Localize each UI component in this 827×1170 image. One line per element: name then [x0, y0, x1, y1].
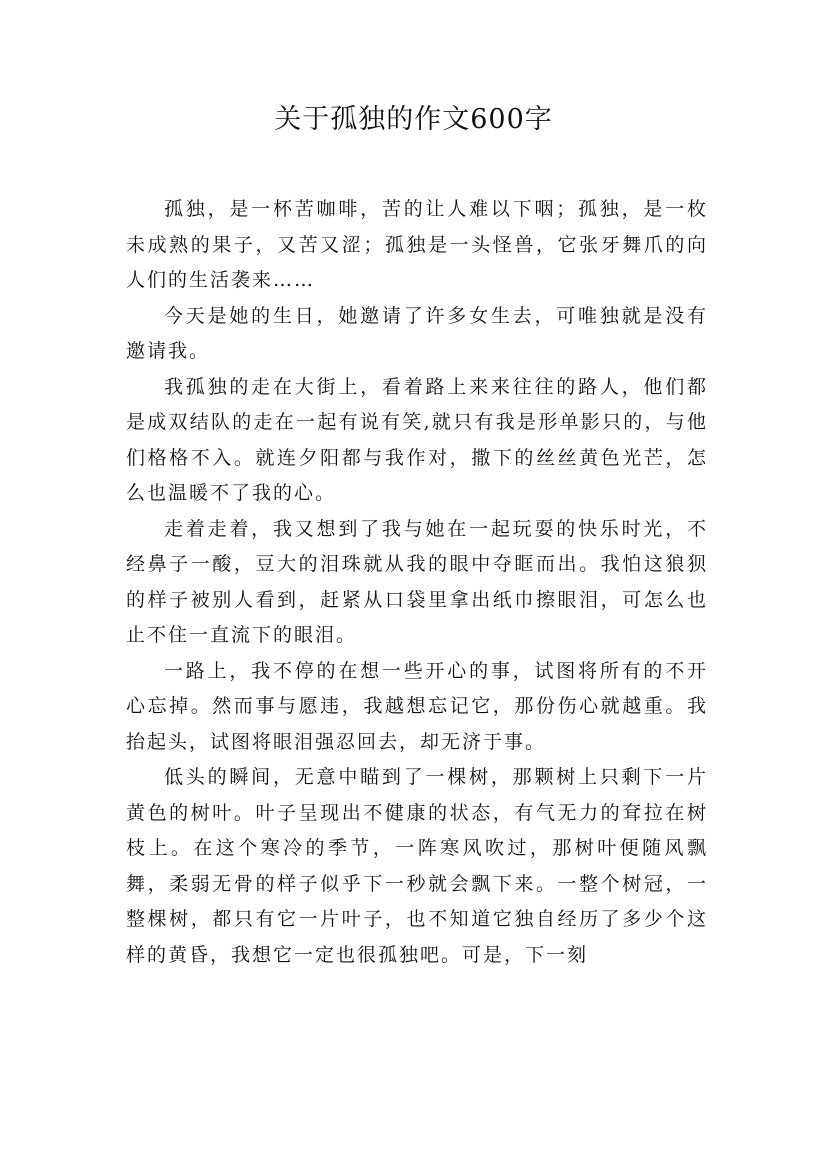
paragraph: 低头的瞬间，无意中瞄到了一棵树，那颗树上只剩下一片黄色的树叶。叶子呈现出不健康的状态，有气无力的耷拉在树枝上。在这个寒冷的季节，一阵寒风吹过，那树叶便随风飘舞，柔弱无骨的样子似乎下一秒就会飘下来。一整个树冠，一整棵树，都只有它一片叶子，也不知道它独自经历了多少个这样的黄昏，我想它一定也很孤独吧。可是，下一刻	[126, 766, 708, 966]
essay-body	[126, 192, 708, 973]
paragraph: 我孤独的走在大街上，看着路上来来往往的路人，他们都是成双结队的走在一起有说有笑,就只有我是形单影只的，与他们格格不入。就连夕阳都与我作对，撒下的丝丝黄色光芒，怎么也温暖不了我的心。	[126, 375, 708, 504]
paragraph: 今天是她的生日，她邀请了许多女生去，可唯独就是没有邀请我。	[126, 304, 708, 362]
paragraph: 走着走着，我又想到了我与她在一起玩耍的快乐时光，不经鼻子一酸，豆大的泪珠就从我的眼中夺眶而出。我怕这狼狈的样子被别人看到，赶紧从口袋里拿出纸巾擦眼泪，可怎么也止不住一直流下的眼泪。	[126, 517, 708, 646]
page-title: 关于孤独的作文600字	[274, 104, 553, 135]
paragraph: 孤独，是一杯苦咖啡，苦的让人难以下咽；孤独，是一枚未成熟的果子，又苦又涩；孤独是一头怪兽，它张牙舞爪的向人们的生活袭来……	[126, 198, 708, 291]
paragraph: 一路上，我不停的在想一些开心的事，试图将所有的不开心忘掉。然而事与愿违，我越想忘记它，那份伤心就越重。我抬起头，试图将眼泪强忍回去，却无济于事。	[126, 659, 708, 753]
